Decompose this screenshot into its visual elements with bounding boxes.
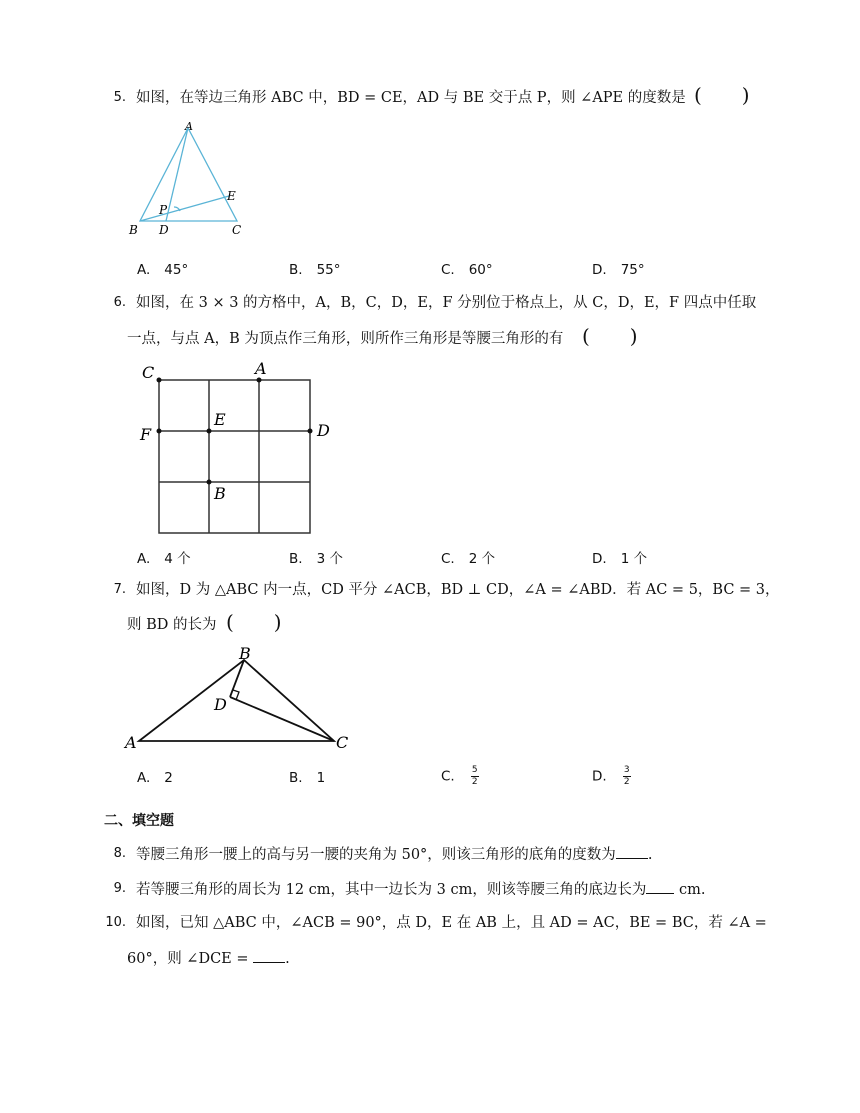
label-A: A <box>255 359 267 378</box>
question-text-line2: 则 BD 的长为 <box>127 617 217 633</box>
label-A: A <box>125 733 137 752</box>
label-P: P <box>159 203 168 217</box>
option-a[interactable]: A. 2 <box>137 770 173 786</box>
option-a[interactable]: A. 45° <box>137 262 189 278</box>
option-d[interactable]: D. $\frac{3}{2}$ <box>592 765 630 787</box>
label-B: B <box>129 223 138 237</box>
answer-blank[interactable] <box>616 844 648 859</box>
answer-paren: ( ) <box>226 610 282 634</box>
answer-blank[interactable] <box>646 879 674 894</box>
question-text-line2: 60°，则 ∠DCE = <box>127 951 249 967</box>
question-text-line1: 如图，D 为 △ABC 内一点，CD 平分 ∠ACB，BD ⊥ CD，∠A = ∠ABD．若 AC = 5，BC = 3， <box>136 582 780 598</box>
answer-paren: ( ) <box>582 324 638 348</box>
label-D: D <box>159 223 169 237</box>
label-E: E <box>227 189 236 203</box>
question-text: 等腰三角形一腰上的高与另一腰的夹角为 50°，则该三角形的底角的度数为 <box>136 847 616 863</box>
question-end: . <box>285 951 290 967</box>
answer-paren: ( ) <box>694 83 750 107</box>
figure-q5-triangle <box>125 118 265 240</box>
question-number: 7. <box>113 582 126 597</box>
question-text-line1: 如图，在 3 × 3 的方格中，A，B，C，D，E，F 分别位于格点上，从 C，D，E，F 四点中任取 <box>136 295 757 311</box>
label-A: A <box>185 120 193 133</box>
label-B: B <box>214 484 226 503</box>
option-d[interactable]: D. 1 个 <box>592 551 648 567</box>
option-c[interactable]: C. 60° <box>441 262 493 278</box>
option-c[interactable]: C. $\frac{5}{2}$ <box>441 765 478 787</box>
question-text-line2: 一点，与点 A，B 为顶点作三角形，则所作三角形是等腰三角形的有 <box>127 331 564 347</box>
figure-q7-triangle <box>122 640 362 756</box>
option-c[interactable]: C. 2 个 <box>441 551 496 567</box>
label-C: C <box>232 223 242 237</box>
question-number: 8. <box>113 846 126 861</box>
question-text: 如图，在等边三角形 ABC 中，BD = CE，AD 与 BE 交于点 P，则 ∠APE 的度数是 <box>136 90 686 106</box>
label-C: C <box>142 363 155 382</box>
label-E: E <box>214 410 226 429</box>
answer-blank[interactable] <box>253 948 285 963</box>
question-text: 若等腰三角形的周长为 12 cm，其中一边长为 3 cm，则该等腰三角的底边长为 <box>136 882 647 898</box>
option-b[interactable]: B. 55° <box>289 262 341 278</box>
option-d[interactable]: D. 75° <box>592 262 645 278</box>
section-heading: 二、填空题 <box>104 813 174 829</box>
option-b[interactable]: B. 3 个 <box>289 551 343 567</box>
question-number: 6. <box>113 295 126 310</box>
question-number: 9. <box>113 881 126 896</box>
figure-q6-grid <box>136 358 346 538</box>
question-number: 5. <box>113 90 126 105</box>
option-b[interactable]: B. 1 <box>289 770 326 786</box>
label-B: B <box>239 644 251 663</box>
label-D: D <box>214 695 227 714</box>
option-a[interactable]: A. 4 个 <box>137 551 191 567</box>
question-text-line1: 如图，已知 △ABC 中，∠ACB = 90°，点 D，E 在 AB 上，且 AD = AC，BE = BC，若 ∠A = <box>136 915 767 931</box>
fraction-five-halves: $\frac{5}{2}$ <box>471 765 478 787</box>
label-D: D <box>317 421 330 440</box>
label-C: C <box>336 733 349 752</box>
question-end: cm. <box>674 882 706 898</box>
question-end: . <box>647 847 653 863</box>
fraction-three-halves: $\frac{3}{2}$ <box>623 765 630 787</box>
question-number: 10. <box>105 915 126 930</box>
label-F: F <box>140 425 152 444</box>
